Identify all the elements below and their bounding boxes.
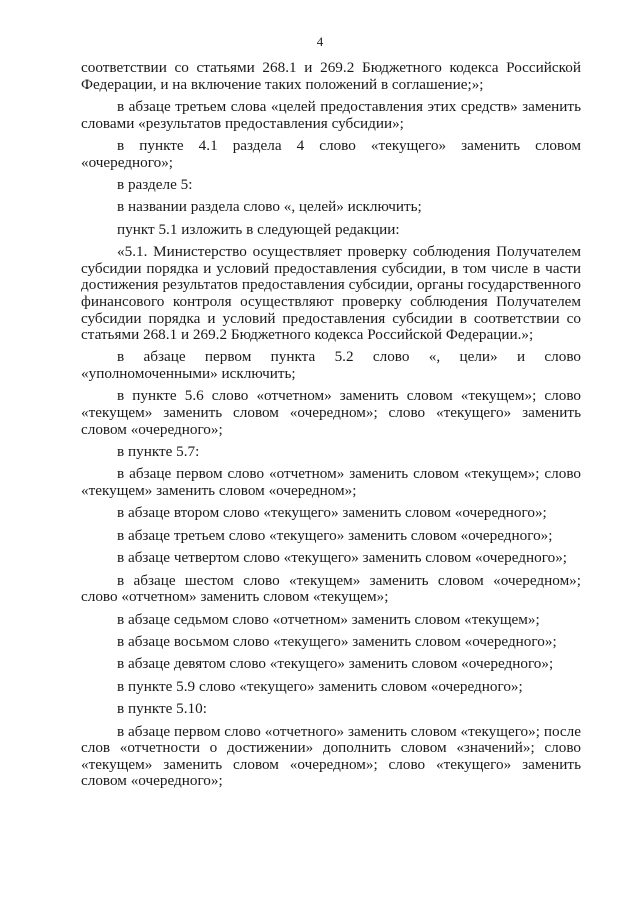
paragraph-continuation: соответствии со статьями 268.1 и 269.2 Бюджетного кодекса Российской Федерации, и на включение таких положений в соглашение;»; <box>81 59 581 93</box>
paragraph: в абзаце шестом слово «текущем» заменить словом «очередном»; слово «отчетном» заменить словом «текущем»; <box>81 571 581 606</box>
paragraph: в разделе 5: <box>117 175 193 193</box>
paragraph: в абзаце седьмом слово «отчетном» заменить словом «текущем»; <box>117 610 540 628</box>
paragraph: в пункте 4.1 раздела 4 слово «текущего» заменить словом «очередного»; <box>81 136 581 171</box>
paragraph: в абзаце втором слово «текущего» заменить словом «очередного»; <box>117 504 547 522</box>
paragraph: в абзаце девятом слово «текущего» заменить словом «очередного»; <box>117 655 554 673</box>
paragraph: в абзаце первом пункта 5.2 слово «, цели» и слово «уполномоченными» исключить; <box>81 348 581 383</box>
paragraph: в названии раздела слово «, целей» исключить; <box>117 198 422 216</box>
paragraph: в абзаце первом слово «отчетного» заменить словом «текущего»; после слов «отчетности о достижении» дополнить словом «значений»; слово «текущем» заменить словом «очередном»; слово «текущего» заменить словом «очередного»; <box>81 722 581 790</box>
paragraph: в абзаце восьмом слово «текущего» заменить словом «очередного»; <box>117 632 557 650</box>
paragraph: в пункте 5.6 слово «отчетном» заменить словом «текущем»; слово «текущем» заменить словом «очередном»; слово «текущего» заменить словом «очередного»; <box>81 387 581 438</box>
paragraph: пункт 5.1 изложить в следующей редакции: <box>117 220 400 238</box>
paragraph: в пункте 5.9 слово «текущего» заменить словом «очередного»; <box>117 677 523 695</box>
paragraph: в абзаце третьем слово «текущего» заменить словом «очередного»; <box>117 526 553 544</box>
paragraph: в пункте 5.7: <box>117 443 200 461</box>
paragraph: в абзаце первом слово «отчетном» заменить словом «текущем»; слово «текущем» заменить словом «очередном»; <box>81 465 581 500</box>
document-body <box>81 60 581 790</box>
paragraph: в абзаце четвертом слово «текущего» заменить словом «очередного»; <box>117 549 568 567</box>
paragraph: в абзаце третьем слова «целей предоставления этих средств» заменить словами «результатов предоставления субсидии»; <box>81 97 581 132</box>
page-number: 4 <box>316 34 324 49</box>
paragraph-quoted-clause: «5.1. Министерство осуществляет проверку соблюдения Получателем субсидии порядка и условий предоставления субсидии, в том числе в части достижения результатов предоставления субсидии, органы государственного финансового контроля осуществляют проверку соблюдения Получателем субсидии порядка и условий предоставления субсидии в соответствии со статьями 268.1 и 269.2 Бюджетного кодекса Российской Федерации.»; <box>81 243 581 344</box>
paragraph: в пункте 5.10: <box>117 700 207 718</box>
